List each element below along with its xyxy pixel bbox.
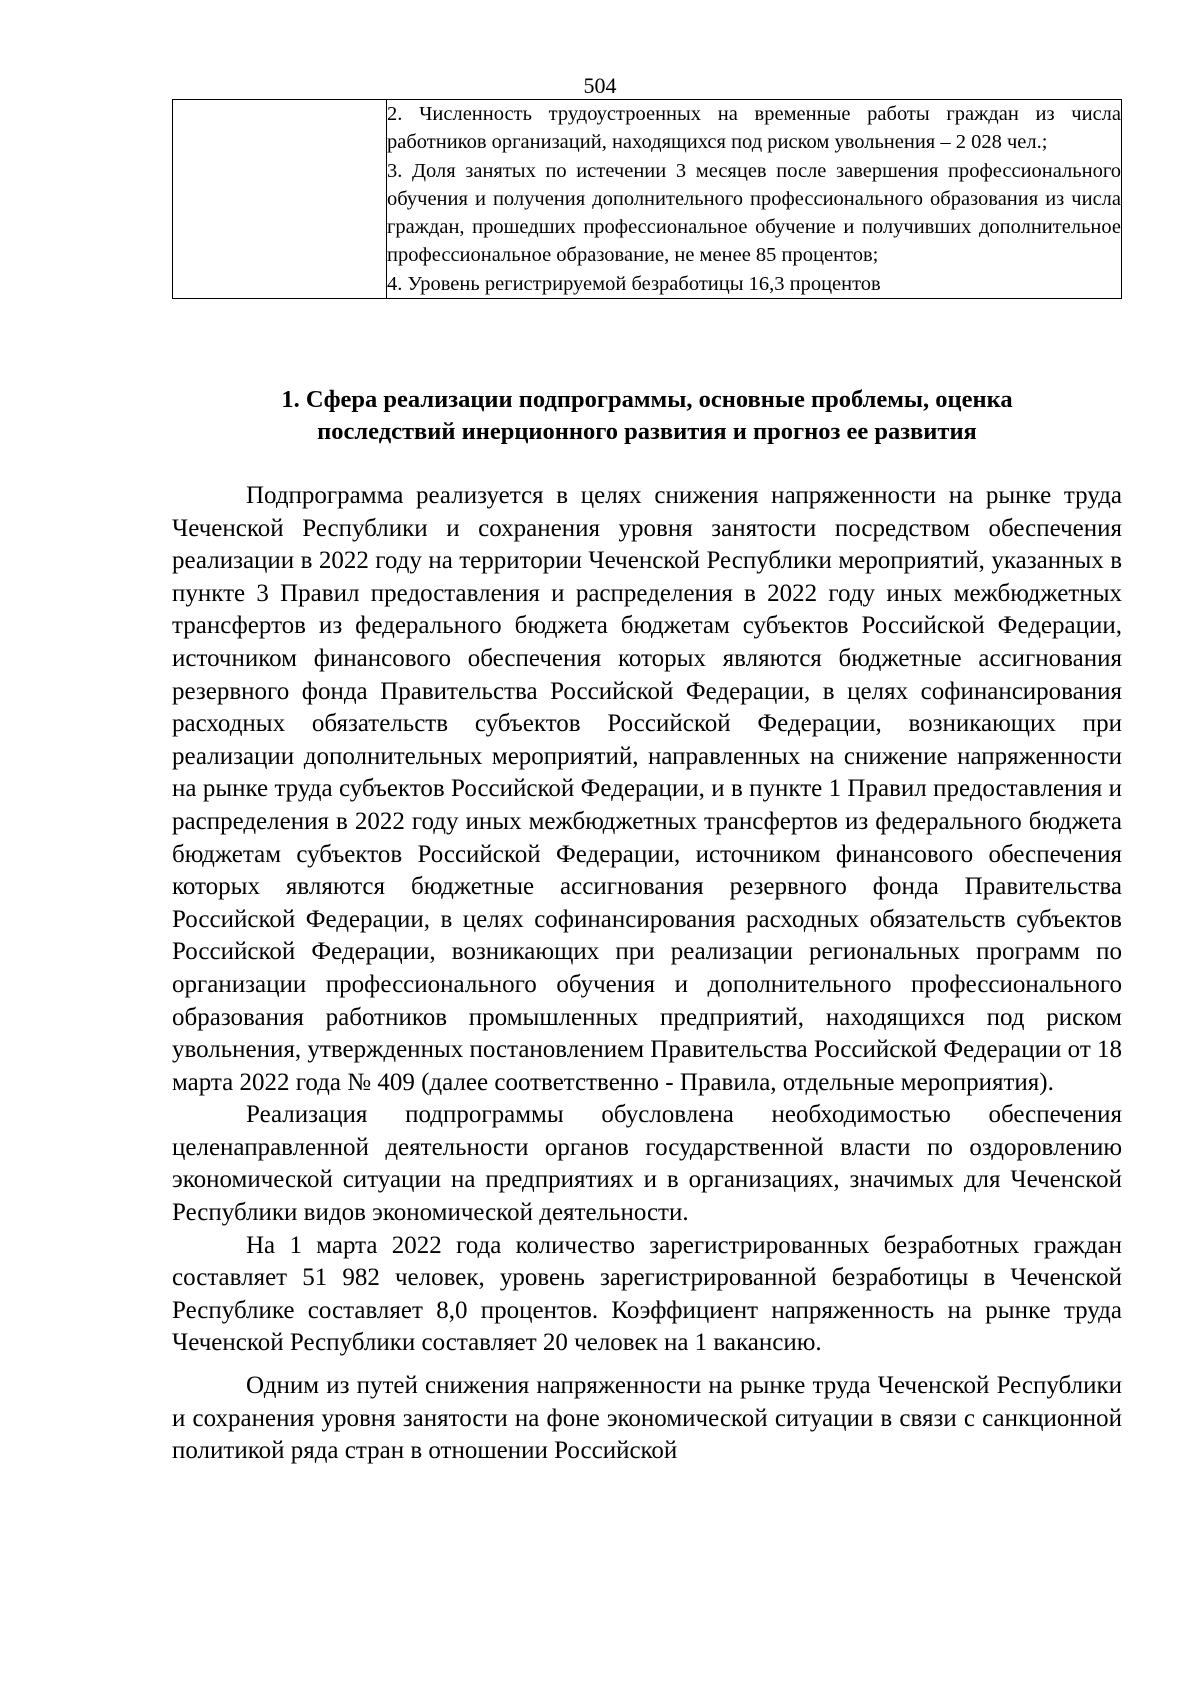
indicator-item: 3. Доля занятых по истечении 3 месяцев после завершения профессионального обучения и получения дополнительного профессионального образования из числа граждан, прошедших профессиональное обучение и получивших дополнительное профессиональное образование, не менее 85 процентов; — [387, 159, 1121, 267]
indicators-table — [172, 99, 1122, 299]
section-heading-line: последствий инерционного развития и прогноз ее развития — [317, 418, 977, 445]
indicator-item: 4. Уровень регистрируемой безработицы 16,3 процентов — [387, 272, 881, 295]
table-cell-indicators — [387, 100, 1122, 299]
body-paragraph: Подпрограмма реализуется в целях снижения напряженности на рынке труда Чеченской Республики и сохранения уровня занятости посредством обеспечения реализации в 2022 году на территории Чеченской Республики мероприятий, указанных в пункте 3 Правил предоставления и распределения в 2022 году иных межбюджетных трансфертов из федерального бюджета бюджетам субъектов Российской Федерации, источником финансового обеспечения которых являются бюджетные ассигнования резервного фонда Правительства Российской Федерации, в целях софинансирования расходных обязательств субъектов Российской Федерации, возникающих при реализации дополнительных мероприятий, направленных на снижение напряженности на рынке труда субъектов Российской Федерации, и в пункте 1 Правил предоставления и распределения в 2022 году иных межбюджетных трансфертов из федерального бюджета бюджетам субъектов Российской Федерации, источником финансового обеспечения которых являются бюджетные ассигнования резервного фонда Правительства Российской Федерации, в целях софинансирования расходных обязательств субъектов Российской Федерации, возникающих при реализации региональных программ по организации профессионального обучения и дополнительного профессионального образования работников промышленных предприятий, находящихся под риском увольнения, утвержденных постановлением Правительства Российской Федерации от 18 марта 2022 года № 409 (далее соответственно - Правила, отдельные мероприятия). — [172, 482, 1122, 1096]
body-paragraph: На 1 марта 2022 года количество зарегистрированных безработных граждан составляет 51 982 человек, уровень зарегистрированной безработицы в Чеченской Республике составляет 8,0 процентов. Коэффициент напряженность на рынке труда Чеченской Республики составляет 20 человек на 1 вакансию. — [172, 1231, 1122, 1357]
body-paragraph: Реализация подпрограммы обусловлена необходимостью обеспечения целенаправленной деятельности органов государственной власти по оздоровлению экономической ситуации на предприятиях и в организациях, значимых для Чеченской Республики видов экономической деятельности. — [172, 1101, 1122, 1227]
body-paragraph: Одним из путей снижения напряженности на рынке труда Чеченской Республики и сохранения уровня занятости на фоне экономической ситуации в связи с санкционной политикой ряда стран в отношении Российской — [172, 1372, 1122, 1465]
page-number: 504 — [583, 73, 617, 98]
section-heading-line: 1. Сфера реализации подпрограммы, основные проблемы, оценка — [281, 386, 1013, 413]
table-cell-label — [173, 100, 387, 299]
section-body — [172, 480, 1122, 1468]
section-heading — [172, 384, 1122, 448]
table-row — [173, 100, 1122, 299]
indicator-item: 2. Численность трудоустроенных на временные работы граждан из числа работников организаций, находящихся под риском увольнения – 2 028 чел.; — [387, 103, 1121, 154]
